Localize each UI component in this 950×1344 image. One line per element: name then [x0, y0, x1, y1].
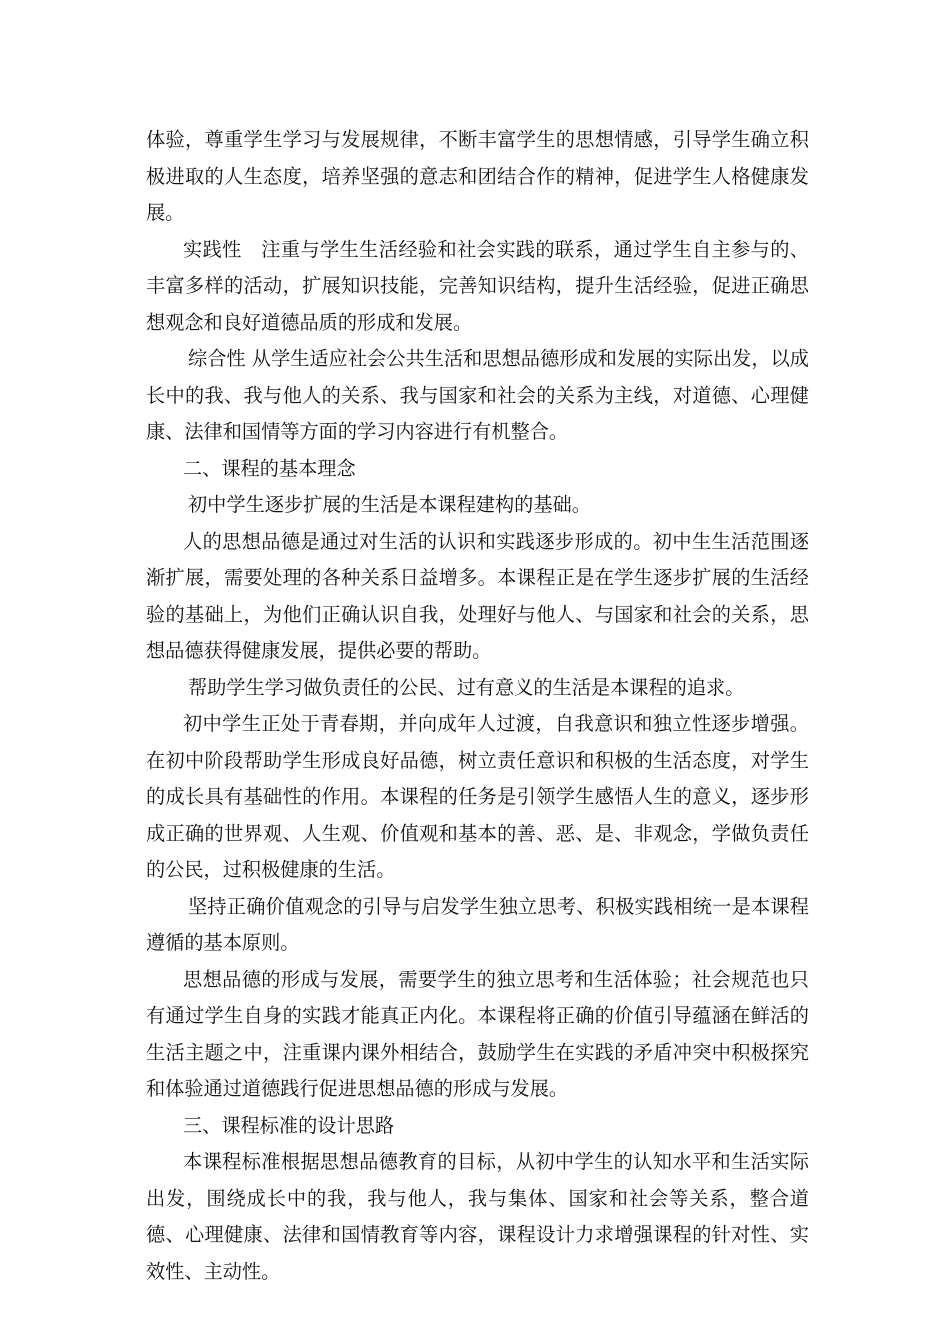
- document-body: [146, 122, 809, 1290]
- body-paragraph: 帮助学生学习做负责任的公民、过有意义的生活是本课程的追求。: [188, 675, 745, 699]
- body-paragraph: 坚持正确价值观念的引导与启发学生独立思考、积极实践相统一是本课程遵循的基本原则。: [146, 894, 809, 954]
- body-paragraph-comprehensiveness: 综合性 从学生适应社会公共生活和思想品德形成和发展的实际出发，以成长中的我、我与他人的关系、我与国家和社会的关系为主线，对道德、心理健康、法律和国情等方面的学习内容进行有机整合。: [146, 347, 809, 443]
- body-paragraph: 人的思想品德是通过对生活的认识和实践逐步形成的。初中生生活范围逐渐扩展，需要处理的各种关系日益增多。本课程正是在学生逐步扩展的生活经验的基础上，为他们正确认识自我，处理好与他人、与国家和社会的关系，思想品德获得健康发展，提供必要的帮助。: [146, 529, 809, 662]
- body-paragraph: 初中学生正处于青春期，并向成年人过渡，自我意识和独立性逐步增强。在初中阶段帮助学生形成良好品德，树立责任意识和积极的生活态度，对学生的成长具有基础性的作用。本课程的任务是引领学生感悟人生的意义，逐步形成正确的世界观、人生观、价值观和基本的善、恶、是、非观念，学做负责任的公民，过积极健康的生活。: [146, 712, 809, 881]
- body-paragraph: 初中学生逐步扩展的生活是本课程建构的基础。: [188, 493, 591, 516]
- section-heading-design-ideas: 三、课程标准的设计思路: [183, 1113, 395, 1137]
- section-heading-basic-concepts: 二、课程的基本理念: [183, 456, 356, 480]
- body-paragraph: 体验，尊重学生学习与发展规律，不断丰富学生的思想情感，引导学生确立积极进取的人生态度，培养坚强的意志和团结合作的精神，促进学生人格健康发展。: [146, 128, 809, 224]
- body-paragraph: 本课程标准根据思想品德教育的目标，从初中学生的认知水平和生活实际出发，围绕成长中的我，我与他人，我与集体、国家和社会等关系，整合道德、心理健康、法律和国情教育等内容，课程设计力求增强课程的针对性、实效性、主动性。: [146, 1150, 809, 1283]
- body-paragraph-practicality: 实践性 注重与学生生活经验和社会实践的联系，通过学生自主参与的、丰富多样的活动，扩展知识技能，完善知识结构，提升生活经验，促进正确思想观念和良好道德品质的形成和发展。: [146, 237, 809, 334]
- body-paragraph: 思想品德的形成与发展，需要学生的独立思考和生活体验；社会规范也只有通过学生自身的实践才能真正内化。本课程将正确的价值引导蕴涵在鲜活的生活主题之中，注重课内课外相结合，鼓励学生在实践的矛盾冲突中积极探究和体验通过道德践行促进思想品德的形成与发展。: [146, 967, 809, 1100]
